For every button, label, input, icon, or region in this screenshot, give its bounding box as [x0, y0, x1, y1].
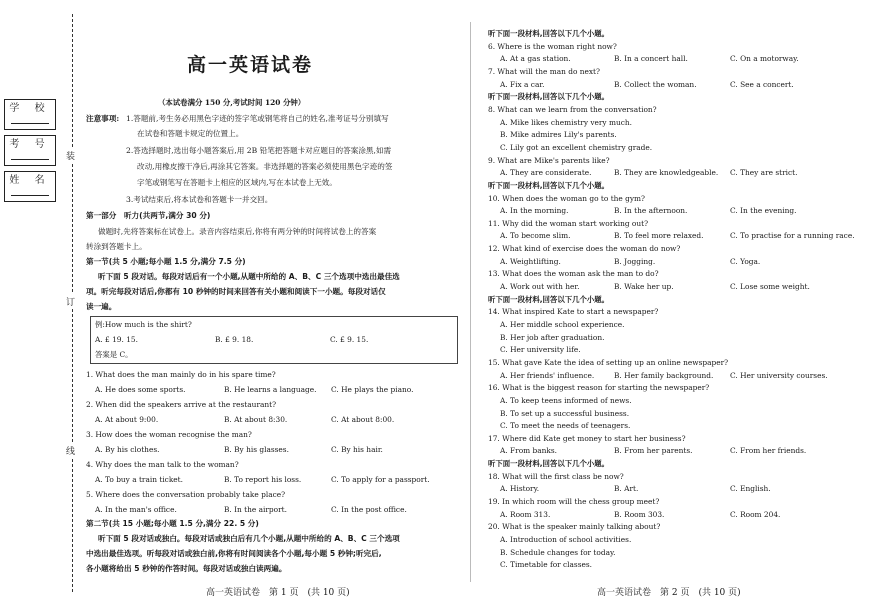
- option-c: C. They are strict.: [730, 168, 798, 178]
- option-c: C. To apply for a passport.: [331, 475, 430, 484]
- example-option-a: A. £ 19. 15.: [95, 335, 138, 344]
- example-question: 例:How much is the shirt?: [95, 320, 192, 329]
- example-answer: 答案是 C。: [95, 350, 133, 359]
- option-c: C. In the post office.: [331, 505, 407, 514]
- option-a: A. They are considerate.: [500, 168, 592, 178]
- option-b: B. They are knowledgeable.: [614, 168, 719, 178]
- notice-line: 3.考试结束后,将本试卷和答题卡一并交回。: [126, 195, 273, 204]
- option-a: A. At a gas station.: [500, 54, 571, 64]
- option-b: B. Room 303.: [614, 509, 665, 519]
- option-a: A. Her friends' influence.: [500, 370, 595, 380]
- question-text: 16. What is the biggest reason for starting the newspaper?: [488, 383, 710, 393]
- question-text: 8. What can we learn from the conversation?: [488, 104, 657, 114]
- material-heading: 听下面一段材料,回答以下几个小题。: [488, 29, 610, 38]
- option-line: C. To meet the needs of teenagers.: [500, 421, 631, 431]
- column-divider: [470, 22, 471, 582]
- question-text: 11. Why did the woman start working out?: [488, 218, 649, 228]
- option-a: A. Room 313.: [500, 509, 551, 519]
- page-title: 高一英语试卷: [186, 54, 313, 76]
- example-option-c: C. £ 9. 15.: [330, 335, 369, 344]
- binding-char-zhuang: 装: [66, 148, 75, 163]
- option-a: A. To buy a train ticket.: [95, 475, 183, 484]
- option-c: C. Her university courses.: [730, 370, 828, 380]
- school-field[interactable]: [4, 99, 56, 130]
- material-heading: 听下面一段材料,回答以下几个小题。: [488, 92, 610, 102]
- question-text: 20. What is the speaker mainly talking about?: [488, 522, 661, 532]
- option-line: A. Her middle school experience.: [500, 319, 625, 329]
- option-b: B. Jogging.: [614, 256, 656, 266]
- option-line: C. Timetable for classes.: [500, 560, 593, 570]
- question-text: 17. Where did Kate get money to start her business?: [488, 433, 686, 443]
- option-b: B. To feel more relaxed.: [614, 231, 704, 241]
- question-text: 9. What are Mike's parents like?: [488, 155, 610, 165]
- part1-title: 第一部分 听力(共两节,满分 30 分): [86, 211, 211, 220]
- question-text: 3. How does the woman recognise the man?: [86, 430, 252, 439]
- option-b: B. In a concert hall.: [614, 54, 688, 64]
- notice-label: 注意事项:: [86, 114, 120, 123]
- option-line: B. Schedule changes for today.: [500, 547, 616, 557]
- material-heading: 听下面一段材料,回答以下几个小题。: [488, 459, 610, 469]
- option-a: A. In the morning.: [500, 206, 569, 216]
- notice-line: 字笔或钢笔写在答题卡上相应的区域内,写在本试卷上无效。: [137, 178, 337, 187]
- question-text: 14. What inspired Kate to start a newspaper?: [488, 307, 659, 317]
- option-line: A. Mike likes chemistry very much.: [500, 117, 632, 127]
- option-b: B. Her family background.: [614, 370, 714, 380]
- option-line: A. To keep teens informed of news.: [500, 395, 632, 405]
- option-line: B. Her job after graduation.: [500, 332, 605, 342]
- option-a: A. History.: [500, 484, 540, 494]
- option-c: C. He plays the piano.: [331, 385, 414, 394]
- section2-desc: 各小题将给出 5 秒钟的作答时间。每段对话或独白读两遍。: [86, 564, 287, 573]
- question-text: 12. What kind of exercise does the woman do now?: [488, 244, 681, 254]
- option-line: B. To set up a successful business.: [500, 408, 630, 418]
- section1-desc: 项。听完每段对话后,你都有 10 秒钟的时间来回答有关小题和阅读下一小题。每段对话仅: [86, 287, 386, 296]
- option-b: B. He learns a language.: [224, 385, 317, 394]
- binding-char-ding: 订: [66, 294, 75, 309]
- option-a: A. At about 9:00.: [95, 415, 159, 424]
- section1-desc: 听下面 5 段对话。每段对话后有一个小题,从题中所给的 A、B、C 三个选项中选出最佳选: [98, 272, 400, 281]
- option-c: C. See a concert.: [730, 79, 794, 89]
- section1-title: 第一节(共 5 小题;每小题 1.5 分,满分 7.5 分): [86, 257, 246, 266]
- notice-line: 在试卷和答题卡规定的位置上。: [137, 129, 244, 138]
- option-b: B. From her parents.: [614, 446, 693, 456]
- question-text: 6. Where is the woman right now?: [488, 41, 617, 51]
- option-a: A. Fix a car.: [500, 79, 545, 89]
- question-text: 19. In which room will the chess group meet?: [488, 497, 660, 507]
- option-b: B. Wake her up.: [614, 282, 674, 291]
- part1-desc: 转涂到答题卡上。: [86, 242, 147, 251]
- school-label: 学 校: [9, 103, 51, 114]
- section2-title: 第二节(共 15 小题;每小题 1.5 分,满分 22. 5 分): [86, 519, 259, 528]
- option-a: A. From banks.: [500, 446, 558, 456]
- material-heading: 听下面一段材料,回答以下几个小题。: [488, 294, 610, 304]
- option-line: B. Mike admires Lily's parents.: [500, 130, 617, 140]
- option-b: B. At about 8:30.: [224, 415, 288, 424]
- question-text: 13. What does the woman ask the man to do?: [488, 269, 659, 279]
- score-note: （本试卷满分 150 分,考试时间 120 分钟）: [158, 98, 306, 107]
- example-option-b: B. £ 9. 18.: [215, 335, 254, 344]
- option-a: A. By his clothes.: [95, 445, 160, 454]
- notice-line: 改动,用橡皮擦干净后,再涂其它答案。非选择题的答案必须使用黑色字迹的签: [137, 162, 393, 171]
- question-text: 18. What will the first class be now?: [488, 471, 624, 481]
- option-c: C. From her friends.: [730, 446, 807, 456]
- option-line: C. Lily got an excellent chemistry grade.: [500, 142, 653, 152]
- question-text: 5. Where does the conversation probably take place?: [86, 490, 286, 499]
- binding-char-xian: 线: [66, 443, 75, 458]
- option-a: A. Weightlifting.: [500, 256, 561, 266]
- option-b: B. By his glasses.: [224, 445, 289, 454]
- footer-page-1: 高一英语试卷 第 1 页 (共 10 页): [206, 588, 350, 598]
- question-text: 7. What will the man do next?: [488, 67, 600, 76]
- option-c: C. To practise for a running race.: [730, 231, 855, 241]
- option-a: A. To become slim.: [500, 231, 571, 241]
- exam-number-field[interactable]: [4, 135, 56, 166]
- material-heading: 听下面一段材料,回答以下几个小题。: [488, 180, 610, 190]
- option-b: B. To report his loss.: [224, 475, 302, 484]
- notice-line: 2.答选择题时,选出每小题答案后,用 2B 铅笔把答题卡对应题目的答案涂黑,如需: [126, 146, 392, 155]
- notice-line: 1.答题前,考生务必用黑色字迹的签字笔或钢笔将自己的姓名,准考证号分别填写: [126, 114, 389, 123]
- section1-desc: 读一遍。: [86, 302, 117, 311]
- option-c: C. Lose some weight.: [730, 282, 810, 291]
- option-line: C. Her university life.: [500, 345, 581, 355]
- option-c: C. English.: [730, 484, 771, 494]
- option-c: C. At about 8:00.: [331, 415, 395, 424]
- section2-desc: 中选出最佳选项。听每段对话或独白前,你将有时间阅读各个小题,每小题 5 秒钟;听完后,: [86, 549, 382, 558]
- option-b: B. Art.: [614, 484, 639, 494]
- exam-number-label: 考 号: [9, 139, 51, 150]
- option-c: C. Room 204.: [730, 509, 781, 519]
- option-line: A. Introduction of school activities.: [500, 535, 632, 544]
- question-text: 10. When does the woman go to the gym?: [488, 193, 646, 203]
- option-c: C. By his hair.: [331, 445, 383, 454]
- name-label: 姓 名: [9, 175, 51, 186]
- option-a: A. Work out with her.: [500, 282, 580, 291]
- option-c: C. Yoga.: [730, 256, 761, 266]
- question-text: 15. What gave Kate the idea of setting up an online newspaper?: [488, 357, 729, 367]
- question-text: 2. When did the speakers arrive at the restaurant?: [86, 400, 277, 409]
- option-a: A. In the man's office.: [95, 505, 177, 514]
- footer-page-2: 高一英语试卷 第 2 页 (共 10 页): [597, 588, 741, 598]
- option-b: B. In the airport.: [224, 505, 287, 514]
- option-c: C. In the evening.: [730, 206, 797, 216]
- option-a: A. He does some sports.: [95, 385, 186, 394]
- option-b: B. Collect the woman.: [614, 79, 697, 89]
- question-text: 4. Why does the man talk to the woman?: [86, 460, 239, 469]
- section2-desc: 听下面 5 段对话或独白。每段对话或独白后有几个小题,从题中所给的 A、B、C 三个选项: [98, 534, 400, 543]
- question-text: 1. What does the man mainly do in his spare time?: [86, 370, 276, 379]
- option-c: C. On a motorway.: [730, 54, 799, 64]
- part1-desc: 做题时,先将答案标在试卷上。录音内容结束后,你将有两分钟的时间将试卷上的答案: [98, 227, 377, 236]
- option-b: B. In the afternoon.: [614, 206, 688, 216]
- name-field[interactable]: [4, 171, 56, 202]
